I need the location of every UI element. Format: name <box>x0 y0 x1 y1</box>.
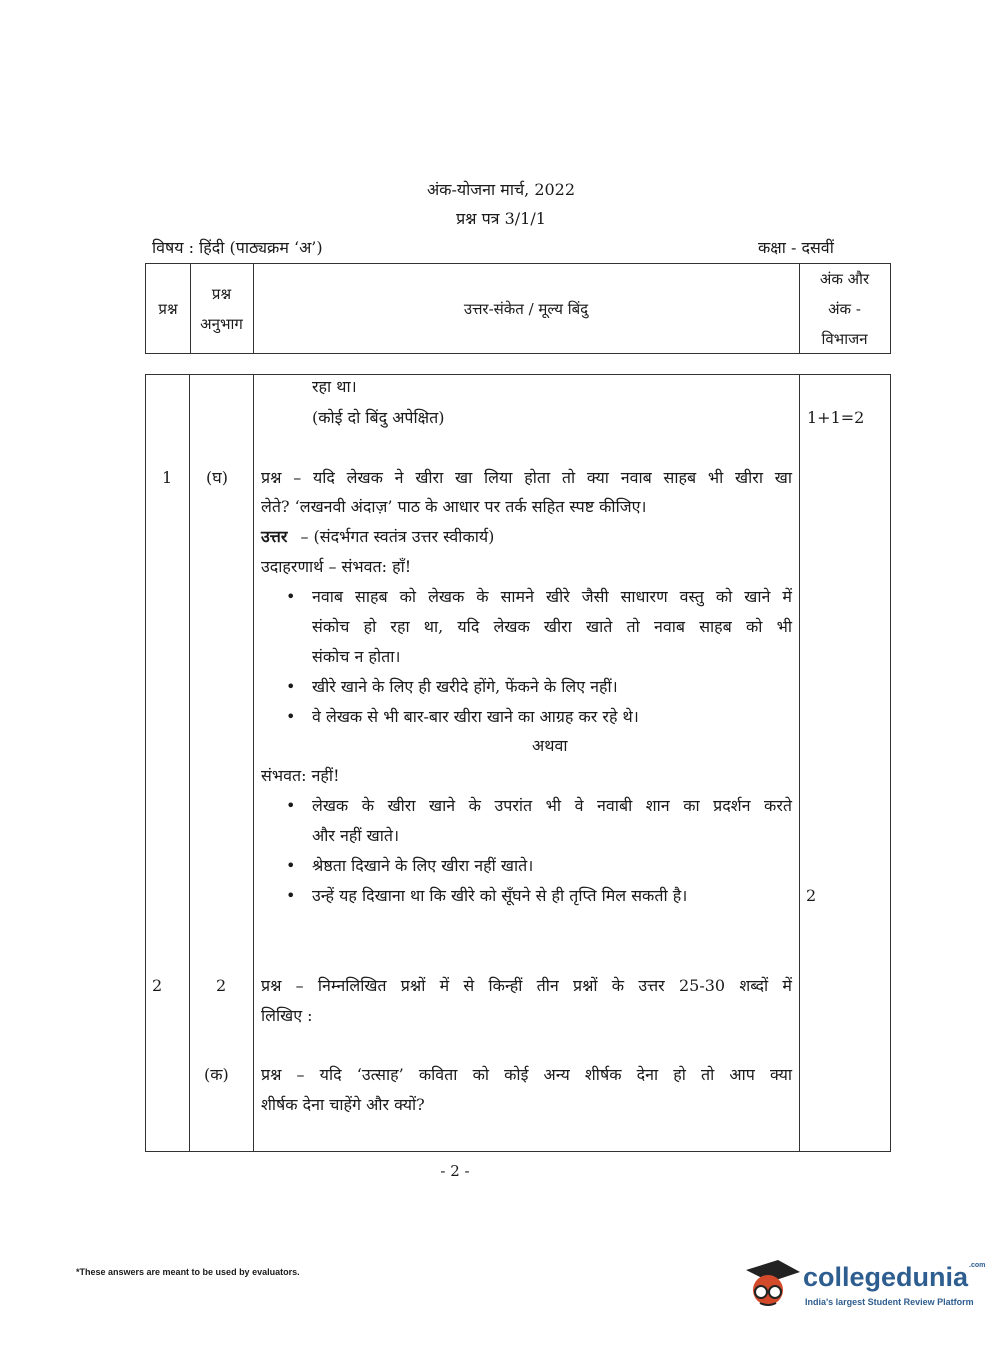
bullet-1-line2: संकोच हो रहा था, यदि लेखक खीरा खाते तो नवाब साहब को भी <box>312 617 792 636</box>
header-col-marks-line2: अंक - <box>828 299 861 318</box>
bullet-1-line3: संकोच न होता। <box>312 647 401 666</box>
header-col-question-label: प्रश्न <box>158 299 178 318</box>
header-col-answer <box>253 264 800 353</box>
question-section-2: 2 <box>216 976 227 995</box>
bullet-1-line1: • नवाब साहब को लेखक के सामने खीरे जैसी साधारण वस्तु को खाने में <box>312 582 792 612</box>
question-number-1: 1 <box>162 468 173 487</box>
continued-text: रहा था। <box>312 377 357 396</box>
question-2-line1: प्रश्न – निम्नलिखित प्रश्नों में से किन्हीं तीन प्रश्नों के उत्तर 25-30 शब्दों में <box>261 976 792 995</box>
or-separator: अथवा <box>532 736 568 755</box>
answer-row <box>261 522 494 552</box>
example-line: उदाहरणार्थ – संभवत: हाँ! <box>261 557 412 576</box>
header-col-answer-label: उत्तर-संकेत / मूल्य बिंदु <box>463 299 589 318</box>
bullet-4-line1: • लेखक के खीरा खाने के उपरांत भी वे नवाबी शान का प्रदर्शन करते <box>312 791 792 821</box>
marks-q1d: 2 <box>806 886 817 905</box>
table-divider <box>799 375 800 1151</box>
question-1d-line1: प्रश्न – यदि लेखक ने खीरा खा लिया होता तो क्या नवाब साहब भी खीरा खा <box>261 468 792 487</box>
bullet-2: • खीरे खाने के लिए ही खरीदे होंगे, फेंकने के लिए नहीं। <box>312 672 618 702</box>
bullet-5: • श्रेष्ठता दिखाने के लिए खीरा नहीं खाते। <box>312 851 533 881</box>
brand-suffix: .com <box>969 1262 986 1269</box>
bullet-6: • उन्हें यह दिखाना था कि खीरे को सूँघने से ही तृप्ति मिल सकती है। <box>312 881 687 911</box>
question-number-2: 2 <box>152 976 163 995</box>
header-col-marks-line3: विभाजन <box>821 329 868 348</box>
header-col-section-line2: अनुभाग <box>200 314 243 333</box>
header-col-section-line1: प्रश्न <box>211 284 232 303</box>
header-col-marks-line1: अंक और <box>819 269 870 288</box>
header-col-marks <box>799 264 890 353</box>
bullet-3: • वे लेखक से भी बार-बार खीरा खाने का आग्रह कर रहे थे। <box>312 702 639 732</box>
table-divider <box>189 375 190 1151</box>
evaluator-note: *These answers are meant to be used by evaluators. <box>76 1267 300 1277</box>
marks-q1c: 1+1=2 <box>807 408 865 427</box>
header-col-section <box>190 264 254 353</box>
page-number: - 2 - <box>440 1162 470 1180</box>
bullet-4-line2: और नहीं खाते। <box>312 826 400 845</box>
document-title: अंक-योजना मार्च, 2022 <box>426 180 576 199</box>
brand-wordmark: collegedunia <box>803 1262 969 1292</box>
question-2-line2: लिखिए : <box>261 1006 313 1025</box>
brand-name <box>803 1262 985 1293</box>
subject-label: विषय : हिंदी (पाठ्यक्रम ‘अ’) <box>152 238 323 257</box>
answer-text: – (संदर्भगत स्वतंत्र उत्तर स्वीकार्य) <box>300 527 495 546</box>
mascot-logo-icon <box>740 1250 802 1308</box>
header-col-question <box>146 264 191 353</box>
question-1d-line2: लेते? ‘लखनवी अंदाज़’ पाठ के आधार पर तर्क सहित स्पष्ट कीजिए। <box>261 497 647 516</box>
header-table <box>145 263 891 354</box>
brand-tagline: India's largest Student Review Platform <box>805 1297 974 1307</box>
class-label: कक्षा - दसवीं <box>758 238 834 257</box>
question-2a-line2: शीर्षक देना चाहेंगे और क्यों? <box>261 1095 425 1114</box>
question-section-ka: (क) <box>204 1065 229 1084</box>
expected-points-note: (कोई दो बिंदु अपेक्षित) <box>312 408 445 427</box>
answer-label: उत्तर <box>261 527 288 546</box>
table-divider <box>253 375 254 1151</box>
question-section-gha: (घ) <box>206 468 228 487</box>
paper-code: प्रश्न पत्र 3/1/1 <box>456 209 546 228</box>
question-2a-line1: प्रश्न – यदि ‘उत्साह’ कविता को कोई अन्य शीर्षक देना हो तो आप क्या <box>261 1065 792 1084</box>
no-line: संभवत: नहीं! <box>261 766 340 785</box>
